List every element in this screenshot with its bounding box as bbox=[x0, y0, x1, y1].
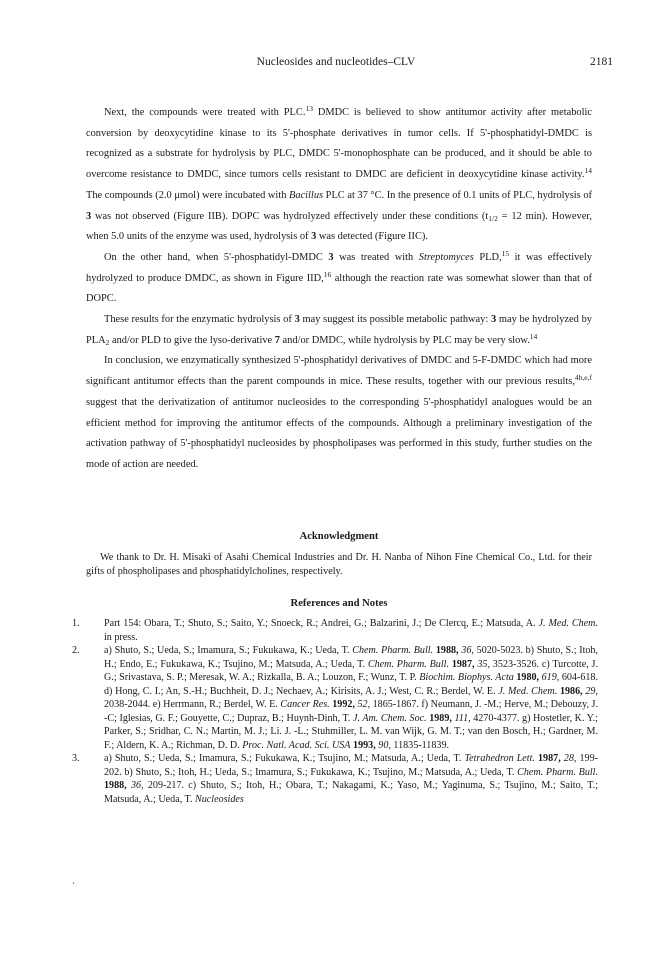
reference-text bbox=[104, 617, 598, 644]
text-run: PLD, bbox=[473, 251, 502, 263]
text-run: Part 154: Obara, T.; Shuto, S.; Saito, Y.; Snoeck, R.; Andrei, G.; Balzarini, J.; De Clercq, E.; Matsuda, A. bbox=[104, 618, 539, 629]
reference-year: 1987, bbox=[451, 658, 475, 670]
journal-name: Chem. Pharm. Bull. bbox=[367, 658, 449, 670]
reference-text bbox=[104, 644, 598, 752]
text-run: 5020-5023. b) Shuto, S.; Itoh, H.; Endo, E.; Fukukawa, K.; Tsujino, M.; Matsuda, A.; Ueda, T. bbox=[104, 645, 599, 670]
text-run: PLC at 37 °C. In the presence of 0.1 units of PLC, hydrolysis of bbox=[323, 189, 592, 201]
journal-name: Cancer Res. bbox=[280, 699, 330, 710]
citation-superscript: 14 bbox=[529, 331, 538, 341]
journal-name: J. Med. Chem. bbox=[538, 618, 598, 629]
reference-number: 1. bbox=[72, 618, 80, 629]
reference-text bbox=[104, 752, 598, 806]
reference-year: 1989, bbox=[429, 712, 452, 724]
reference-year: 1987, bbox=[538, 753, 561, 764]
reference-volume: 35, bbox=[477, 658, 490, 670]
compound-number: 3 bbox=[294, 314, 300, 326]
reference-year: 1988, bbox=[104, 780, 127, 791]
text-run: a) Shuto, S.; Ueda, S.; Imamura, S.; Fukukawa, K.; Tsujino, M.; Matsuda, A.; Ueda, T. bbox=[104, 753, 465, 764]
reference-year: 1993, bbox=[353, 739, 376, 751]
subscript: 1/2 bbox=[488, 213, 498, 223]
compound-number: 7 bbox=[274, 334, 280, 346]
reference-number: 2. bbox=[72, 645, 80, 656]
text-run: 11835-11839. bbox=[390, 739, 450, 751]
citation-superscript: 13 bbox=[305, 104, 313, 113]
page-number: 2181 bbox=[590, 56, 613, 68]
text-run: was not observed (Figure IIB). DOPC was hydrolyzed effectively under these conditions (t bbox=[91, 210, 489, 222]
reference-volume: 28, bbox=[563, 753, 577, 764]
text-run: and/or DMDC, while hydrolysis by PLC may be very slow. bbox=[279, 334, 530, 346]
citation-superscript: 14 bbox=[584, 166, 592, 176]
text-run: 2038-2044. e) Herrmann, R.; Berdel, W. E. bbox=[104, 699, 281, 710]
text-run: DMDC is believed to show antitumor activity after metabolic conversion by deoxycytidine kinase to its 5'-phosphate derivatives in tumor cells. If 5'-phosphatidyl-DMDC is recognized as a substrate for hydrolysis by PLC, DMDC 5'-monophosphate can be produced, and it should be able to overcome resistance to DMDC, since tumors cells resistant to DMDC are deficient in deoxycytidine kinase activity. bbox=[86, 107, 592, 181]
reference-volume: 111, bbox=[454, 712, 471, 724]
text-run: These results for the enzymatic hydrolysis of bbox=[104, 314, 295, 326]
text-run: was detected (Figure IIC). bbox=[316, 231, 428, 243]
subscript: 2 bbox=[105, 337, 110, 347]
reference-volume: 90, bbox=[378, 739, 391, 751]
body-text bbox=[86, 103, 592, 476]
reference-number: 3. bbox=[72, 753, 80, 764]
text-run: although the reaction rate was somewhat slower than that of DOPC. bbox=[86, 272, 592, 305]
footer-mark: · bbox=[72, 878, 75, 888]
text-run: was treated with bbox=[333, 251, 419, 263]
journal-name: Biochim. Biophys. Acta bbox=[419, 672, 514, 683]
text-run: The compounds (2.0 μmol) were incubated with bbox=[86, 189, 289, 201]
reference-year: 1986, bbox=[559, 685, 583, 697]
text-run: 3523-3526. c) Turcotte, J. G.; Srivastava, S. P.; Meresak, W. A.; Rizkalla, B. A.; Louzon, F.; Wunz, T. P. bbox=[104, 658, 599, 683]
text-run: may suggest its possible metabolic pathway: bbox=[299, 314, 491, 326]
reference-year: 1992, bbox=[332, 699, 355, 710]
running-title: Nucleosides and nucleotides–CLV bbox=[256, 56, 416, 68]
paragraph-pld-treatment bbox=[86, 248, 592, 310]
journal-name: J. Am. Chem. Soc. bbox=[352, 712, 427, 724]
paragraph-plc-treatment bbox=[86, 103, 592, 248]
references-heading: References and Notes bbox=[290, 598, 388, 609]
reference-volume: 36, bbox=[130, 780, 144, 791]
text-run: 209-217. c) Shuto, S.; Itoh, H.; Obara, T.; Nakagami, K.; Yaso, M.; Yaginuma, S.; Tsujino, M.; Saito, T.; Matsuda, A.; Ueda, T. bbox=[104, 780, 598, 805]
reference-item bbox=[72, 752, 598, 806]
text-run: suggest that the derivatization of antitumor nucleosides to the corresponding 5'-phosphatidyl analogues would be an efficient method for improving the antitumor effects of the compounds. Although a preliminary investigation of the activation pathway of 5'-phosphatidyl nucleosides by phospholipases was performed in this study, further studies on the mode of action are needed. bbox=[86, 396, 592, 470]
text-run: may be hydrolyzed by PLA bbox=[86, 314, 592, 346]
running-header bbox=[0, 56, 672, 72]
reference-volume: 52, bbox=[357, 699, 371, 710]
text-run: and/or PLD to give the lyso-derivative bbox=[109, 334, 275, 346]
text-run: In conclusion, we enzymatically synthesized 5'-phosphatidyl derivatives of DMDC and 5-F-DMDC which had more significant antitumor effects than the parent compounds in mice. These results, together with our previous results, bbox=[86, 355, 592, 388]
text-run: 604-618. d) Hong, C. I.; An, S.-H.; Buchheit, D. J.; Nechaev, A.; Kirisits, A. J.; West, C. R.; Berdel, W. E. bbox=[104, 672, 598, 697]
citation-superscript: 15 bbox=[501, 248, 510, 258]
reference-year: 1980, bbox=[516, 672, 540, 683]
references-list bbox=[72, 617, 598, 806]
reference-volume: 29, bbox=[585, 685, 598, 697]
paragraph-conclusion bbox=[86, 351, 592, 475]
text-run: a) Shuto, S.; Ueda, S.; Imamura, S.; Fukukawa, K.; Ueda, T. bbox=[104, 645, 353, 656]
journal-name: Chem. Pharm. Bull. bbox=[352, 645, 434, 656]
paragraph-metabolic-pathway bbox=[86, 310, 592, 351]
italic-run: Bacillus bbox=[289, 189, 324, 201]
italic-run: Streptomyces bbox=[418, 251, 474, 263]
text-run: Next, the compounds were treated with PLC. bbox=[104, 107, 306, 118]
text-run: 4270-4377. g) Hostetler, K. Y.; Parker, S.; Sridhar, C. N.; Martin, M. J.; Li. J. -L.; Stuhmiller, L. M. van Wijk, G. M. T.; van den Bosch, H.; Gardner, M. F.; Aldern, K. A.; Richman, D. D. bbox=[104, 712, 598, 751]
reference-item bbox=[72, 644, 598, 752]
reference-volume: 619, bbox=[541, 672, 560, 683]
journal-name: Tetrahedron Lett. bbox=[464, 753, 535, 764]
text-run: On the other hand, when 5'-phosphatidyl-DMDC bbox=[104, 251, 329, 263]
text-run: 1865-1867. f) Neumann, J. -M.; Herve, M.; Debouzy, J. -C; Iglesias, G. F.; Gouyette, C.; Dupraz, B.; Huynh-Dinh, T. bbox=[104, 699, 598, 724]
citation-superscript: 4b,e,f bbox=[574, 373, 592, 383]
text-run: it was effectively hydrolyzed to produce DMDC, as shown in Figure IID, bbox=[86, 251, 592, 284]
compound-number: 3 bbox=[328, 251, 334, 263]
journal-name: Chem. Pharm. Bull. bbox=[517, 766, 598, 778]
citation-superscript: 16 bbox=[323, 269, 332, 279]
acknowledgment-heading: Acknowledgment bbox=[299, 531, 379, 542]
acknowledgment-text: We thank to Dr. H. Misaki of Asahi Chemical Industries and Dr. H. Nanba of Nihon Fine Chemical Co., Ltd. for their gifts of phospholipases and phosphatidylcholines, respectively. bbox=[86, 552, 592, 577]
compound-number: 3 bbox=[490, 314, 497, 326]
text-run: = 12 min). However, when 5.0 units of the enzyme was used, hydrolysis of bbox=[86, 210, 592, 243]
text-run: 199-202. b) Shuto, S.; Itoh, H.; Ueda, S.; Imamura, S.; Fukukawa, K.; Tsujino, M.; Matsuda, A.; Ueda, T. bbox=[104, 753, 598, 778]
journal-name: J. Med. Chem. bbox=[498, 685, 558, 697]
text-run: in press. bbox=[104, 631, 138, 643]
journal-name: Nucleosides bbox=[195, 793, 244, 805]
compound-number: 3 bbox=[311, 231, 317, 243]
reference-volume: 36, bbox=[461, 645, 474, 656]
journal-name: Proc. Natl. Acad. Sci. USA bbox=[242, 739, 351, 751]
reference-item bbox=[72, 617, 598, 644]
reference-year: 1988, bbox=[435, 645, 459, 656]
compound-number: 3 bbox=[86, 210, 92, 222]
